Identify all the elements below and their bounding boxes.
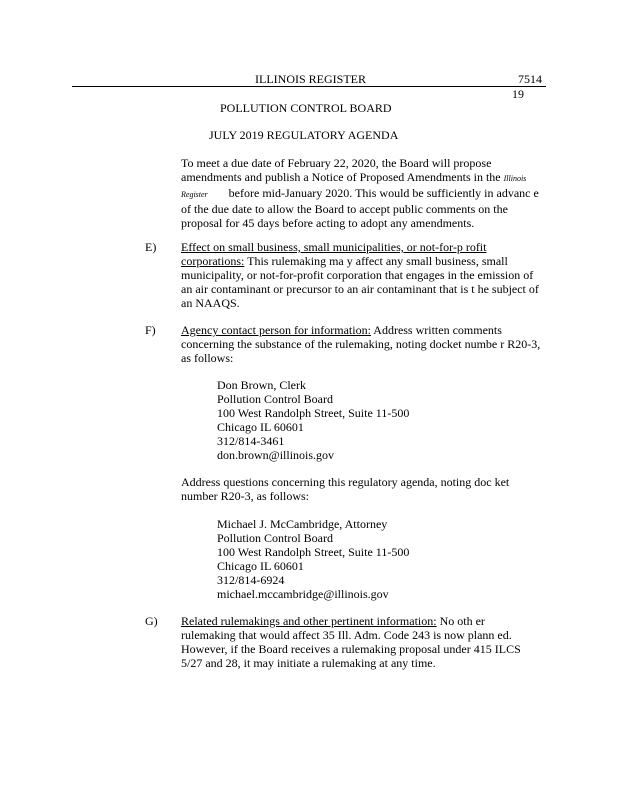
questions-line: number R20-3, as follows:	[181, 489, 309, 503]
section-e-line: municipality, or not-for-profit corporation that engages in the emission of	[181, 268, 534, 282]
intro-line: of the due date to allow the Board to accept public comments on the	[181, 202, 508, 216]
intro-paragraph	[181, 156, 539, 230]
section-f-marker: F)	[145, 323, 156, 337]
page-number: 7514	[518, 72, 542, 86]
intro-line: To meet a due date of February 22, 2020, the Board will propose	[181, 156, 492, 170]
section-e-line: an air contaminant or precursor to an air contaminant that is t he subject of	[181, 282, 539, 296]
section-g-line: Related rulemakings and other pertinent information: No oth er	[181, 614, 485, 628]
contact-org: Pollution Control Board	[217, 392, 334, 406]
section-g-line: 5/27 and 28, it may initiate a rulemaking at any time.	[181, 656, 436, 670]
register-title: ILLINOIS REGISTER	[255, 72, 366, 86]
intro-line: proposal for 45 days before acting to adopt any amendments.	[181, 216, 475, 230]
contact-block-attorney	[217, 517, 409, 601]
section-e-body	[181, 240, 539, 310]
section-e-heading: Effect on small business, small municipalities, or not-for-p rofit	[181, 240, 487, 254]
intro-line: Register before mid-January 2020. This would be sufficiently in advanc e	[181, 186, 539, 200]
board-title: POLLUTION CONTROL BOARD	[220, 101, 392, 115]
contact-city: Chicago IL 60601	[217, 420, 304, 434]
section-g-line: rulemaking that would affect 35 Ill. Adm. Code 243 is now plann ed.	[181, 628, 512, 642]
contact-org: Pollution Control Board	[217, 531, 334, 545]
section-f-line: Agency contact person for information: Address written comments	[181, 323, 502, 337]
section-f-line: as follows:	[181, 351, 234, 365]
section-e-line: corporations: This rulemaking ma y affect any small business, small	[181, 254, 508, 268]
contact-street: 100 West Randolph Street, Suite 11-500	[217, 545, 410, 559]
agenda-title: JULY 2019 REGULATORY AGENDA	[209, 128, 399, 142]
contact-phone: 312/814-3461	[217, 434, 285, 448]
intro-line: amendments and publish a Notice of Proposed Amendments in the Illinois	[181, 170, 527, 184]
header-divider	[72, 86, 546, 87]
contact-phone: 312/814-6924	[217, 573, 285, 587]
section-g-body	[181, 614, 521, 670]
questions-line: Address questions concerning this regulatory agenda, noting doc ket	[181, 475, 510, 489]
contact-city: Chicago IL 60601	[217, 559, 304, 573]
questions-paragraph	[181, 475, 509, 503]
contact-name: Don Brown, Clerk	[217, 378, 306, 392]
section-g-line: However, if the Board receives a rulemaking proposal under 415 ILCS	[181, 642, 521, 656]
contact-email: michael.mccambridge@illinois.gov	[217, 587, 389, 601]
contact-email: don.brown@illinois.gov	[217, 448, 335, 462]
contact-name: Michael J. McCambridge, Attorney	[217, 517, 388, 531]
contact-street: 100 West Randolph Street, Suite 11-500	[217, 406, 410, 420]
section-e-marker: E)	[145, 240, 157, 254]
section-e-line: an NAAQS.	[181, 296, 240, 310]
issue-number: 19	[512, 87, 524, 101]
section-f-line: concerning the substance of the rulemaking, noting docket numbe r R20-3,	[181, 337, 541, 351]
section-f-body	[181, 323, 540, 365]
section-g-marker: G)	[145, 614, 158, 628]
contact-block-clerk	[217, 378, 409, 462]
